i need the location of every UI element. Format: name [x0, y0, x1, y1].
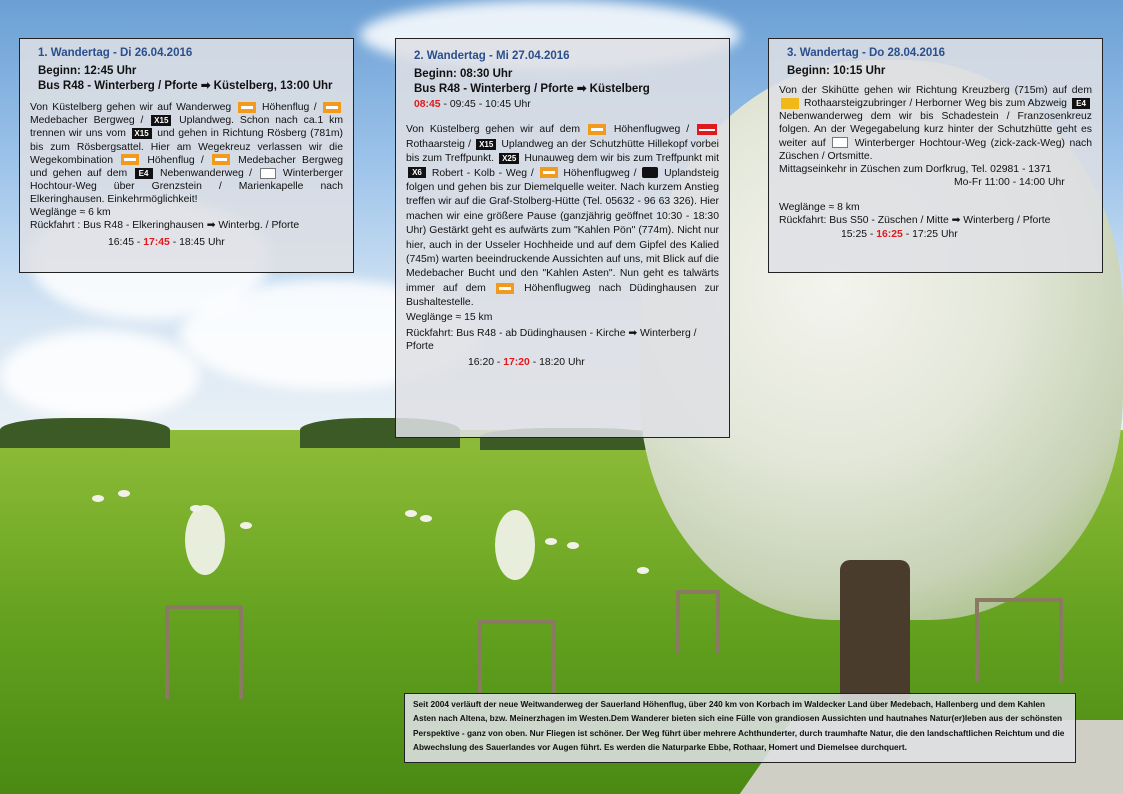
day1-text: und gehen in Richtung Rösberg (781m) bis zum Rösbergsattel. Hier am Wegekreuz verlassen wir die Wegekombination [30, 128, 344, 166]
day1-card [19, 38, 354, 273]
day2-text: Von Küstelberg gehen wir auf dem [406, 124, 580, 136]
sheep [405, 510, 417, 517]
e4-icon: E4 [135, 168, 153, 179]
hoehenflug-icon [588, 124, 606, 135]
day3-title: 3. Wandertag - Do 28.04.2016 [787, 47, 946, 59]
fence [676, 590, 720, 654]
sheep [92, 495, 104, 502]
time: - 18:45 Uhr [172, 237, 225, 249]
time-highlight: 17:45 [143, 237, 170, 249]
day3-text: Winterberger Hochtour-Weg (zick-zack-Weg) nach Züschen / Ortsmitte. [779, 137, 1092, 162]
fence [975, 598, 1063, 682]
x15-icon: X15 [132, 128, 152, 139]
day3-begin: Beginn: 10:15 Uhr [787, 65, 886, 78]
time: 16:45 - [108, 237, 141, 249]
winterberger-hochtour-icon [260, 168, 276, 179]
time-highlight: 16:25 [876, 229, 903, 241]
sapling [185, 505, 225, 575]
day2-card [395, 38, 730, 438]
day2-times-out [414, 98, 719, 111]
day2-text: Höhenflugweg / [563, 167, 637, 179]
day2-bus: Bus R48 - Winterberg / Pforte ➡ Küstelberg [414, 83, 650, 96]
sheep [420, 515, 432, 522]
x25-icon: X25 [499, 153, 519, 164]
hoehenflug-icon [496, 283, 514, 294]
day1-length: Weglänge ≈ 6 km [30, 207, 111, 219]
day2-description [406, 123, 719, 310]
hoehenflug-icon [238, 102, 256, 113]
time: 16:20 - [468, 356, 501, 368]
day2-text: Hunauweg dem wir bis zum Treffpunkt mit [524, 153, 719, 165]
sheep [545, 538, 557, 545]
medebacher-bergweg-icon [323, 102, 341, 113]
day2-begin: Beginn: 08:30 Uhr [414, 68, 513, 81]
day3-description [779, 84, 1092, 163]
day3-text: Von der Skihütte gehen wir Richtung Kreuzberg (715m) auf dem [779, 85, 1092, 97]
day1-bus: Bus R48 - Winterberg / Pforte ➡ Küstelberg, 13:00 Uhr [38, 80, 333, 93]
x15-icon: X15 [151, 115, 171, 126]
tree-trunk [840, 560, 910, 700]
day1-text: Von Küstelberg gehen wir auf Wanderweg [30, 102, 232, 114]
day2-title: 2. Wandertag - Mi 27.04.2016 [414, 50, 570, 62]
day3-lunch: Mittagseinkehr in Züschen zum Dorfkrug, Tel. 02981 - 1371 [779, 163, 1052, 175]
rothaarsteig-zubringer-icon [781, 98, 799, 109]
fence [478, 620, 556, 699]
day1-text: Höhenflug / [147, 154, 204, 166]
day1-title: 1. Wandertag - Di 26.04.2016 [38, 47, 193, 59]
day3-return: Rückfahrt: Bus S50 - Züschen / Mitte ➡ Winterberg / Pforte [779, 215, 1051, 227]
sapling [495, 510, 535, 580]
day2-text: Höhenflugweg nach Düdinghausen zur Bushaltestelle. [406, 282, 720, 309]
day3-card [768, 38, 1103, 273]
uplandsteig-icon [642, 167, 658, 178]
day2-text: Uplandweg an der Schutzhütte Hillekopf vorbei bis zum Treffpunkt. [406, 138, 719, 165]
day1-text: Winterberger Hochtour-Weg über Grenzstein / Marienkapelle nach Elkeringhausen. Einkehrmöglichkeit! [30, 167, 343, 205]
day2-text: Uplandsteig folgen und gehen bis zur Diemelquelle weiter. Nach kurzem Anstieg treffen wir auf die Graf-Stolberg-Hütte (Tel. 05632 - 96 63 326). Hier machen wir eine größere Pause (ganzjährig geöffnet 10:30 - 18:30 Uhr) Gestärkt geht es aufwärts zum "Kahlen Pön" (774m). Nicht nur hier, auch in der Usseler Hochheide und auf dem Gipfel des Kalied (745m) warten beeindruckende Aussichten auf uns, mit Blick auf die Medebacher Bucht und den "Kahlen Asten". Nun geht es talwärts immer auf dem [406, 167, 720, 294]
time: - 09:45 - 10:45 Uhr [443, 99, 531, 111]
x15-icon: X15 [476, 139, 496, 150]
day3-text: Nebenwanderweg dem wir bis Schadestein / Franzosenkreuz folgen. An der Wegegabelung kurz hinter der Schutzhütte geht es weiter auf [779, 111, 1092, 149]
treeline [0, 418, 170, 448]
sheep [118, 490, 130, 497]
time: - 17:25 Uhr [905, 229, 958, 241]
day1-description [30, 101, 343, 206]
day1-return: Rückfahrt : Bus R48 - Elkeringhausen ➡ Winterbg. / Pforte [30, 220, 300, 232]
rothaarsteig-icon [697, 124, 717, 135]
day2-length: Weglänge ≈ 15 km [406, 311, 493, 323]
day1-times [108, 236, 343, 249]
day2-text: Rothaarsteig / [406, 138, 471, 150]
medebacher-bergweg-icon [212, 154, 230, 165]
e4-icon: E4 [1072, 98, 1090, 109]
x6-icon: X6 [408, 167, 426, 178]
time: 15:25 - [841, 229, 874, 241]
day2-return: Rückfahrt: Bus R48 - ab Düdinghausen - Kirche ➡ Winterberg / Pforte [406, 327, 697, 352]
day1-text: Medebacher Bergweg und gehen auf dem [30, 154, 344, 179]
day1-text: Uplandweg. Schon nach ca.1 km trennen wir uns vom [30, 115, 343, 140]
cloud [0, 330, 200, 420]
day3-lunch-hours: Mo-Fr 11:00 - 14:00 Uhr [954, 176, 1065, 188]
day2-text: Höhenflugweg / [613, 124, 690, 136]
day3-text: Rothaarsteigzubringer / Herborner Weg bis zum Abzweig [804, 98, 1067, 110]
day1-text: Höhenflug / [261, 102, 317, 114]
sheep [637, 567, 649, 574]
sheep [567, 542, 579, 549]
info-box: Seit 2004 verläuft der neue Weitwanderweg der Sauerland Höhenflug, über 240 km von Korbach im Waldecker Land über Medebach, Hallenberg und dem Kahlen Asten nach Altena, bzw. Meinerzhagen im Westen.Dem Wanderer bieten sich eine Fülle von grandiosen Aussichten und hautnahes Natur(er)leben aus der schönsten Perspektive - ganz von oben. Nur Fliegen ist schöner. Der Weg führt über mehrere Achthunderter, durch traumhafte Natur, die den landschaftlichen Reichtum und die Abwechslung des Sauerlandes vor Augen führt. Es werden die Naturparke Ebbe, Rothaar, Homert und Diemelsee durchquert. [404, 693, 1076, 763]
time-highlight: 17:20 [503, 356, 530, 368]
sheep [190, 505, 202, 512]
day3-length: Weglänge ≈ 8 km [779, 201, 860, 213]
day1-text: Nebenwanderweg / [160, 167, 253, 179]
sheep [240, 522, 252, 529]
time: - 18:20 Uhr [532, 356, 585, 368]
day1-begin: Beginn: 12:45 Uhr [38, 65, 137, 78]
winterberger-hochtour-icon [832, 137, 848, 148]
hoehenflug-icon [540, 167, 558, 178]
day3-times [841, 228, 1092, 241]
time-highlight: 08:45 [414, 99, 441, 111]
day2-times [468, 356, 719, 369]
hoehenflug-icon [121, 154, 139, 165]
fence [165, 605, 243, 699]
day2-text: Robert - Kolb - Weg / [431, 167, 534, 179]
day1-text: Medebacher Bergweg / [30, 115, 144, 127]
